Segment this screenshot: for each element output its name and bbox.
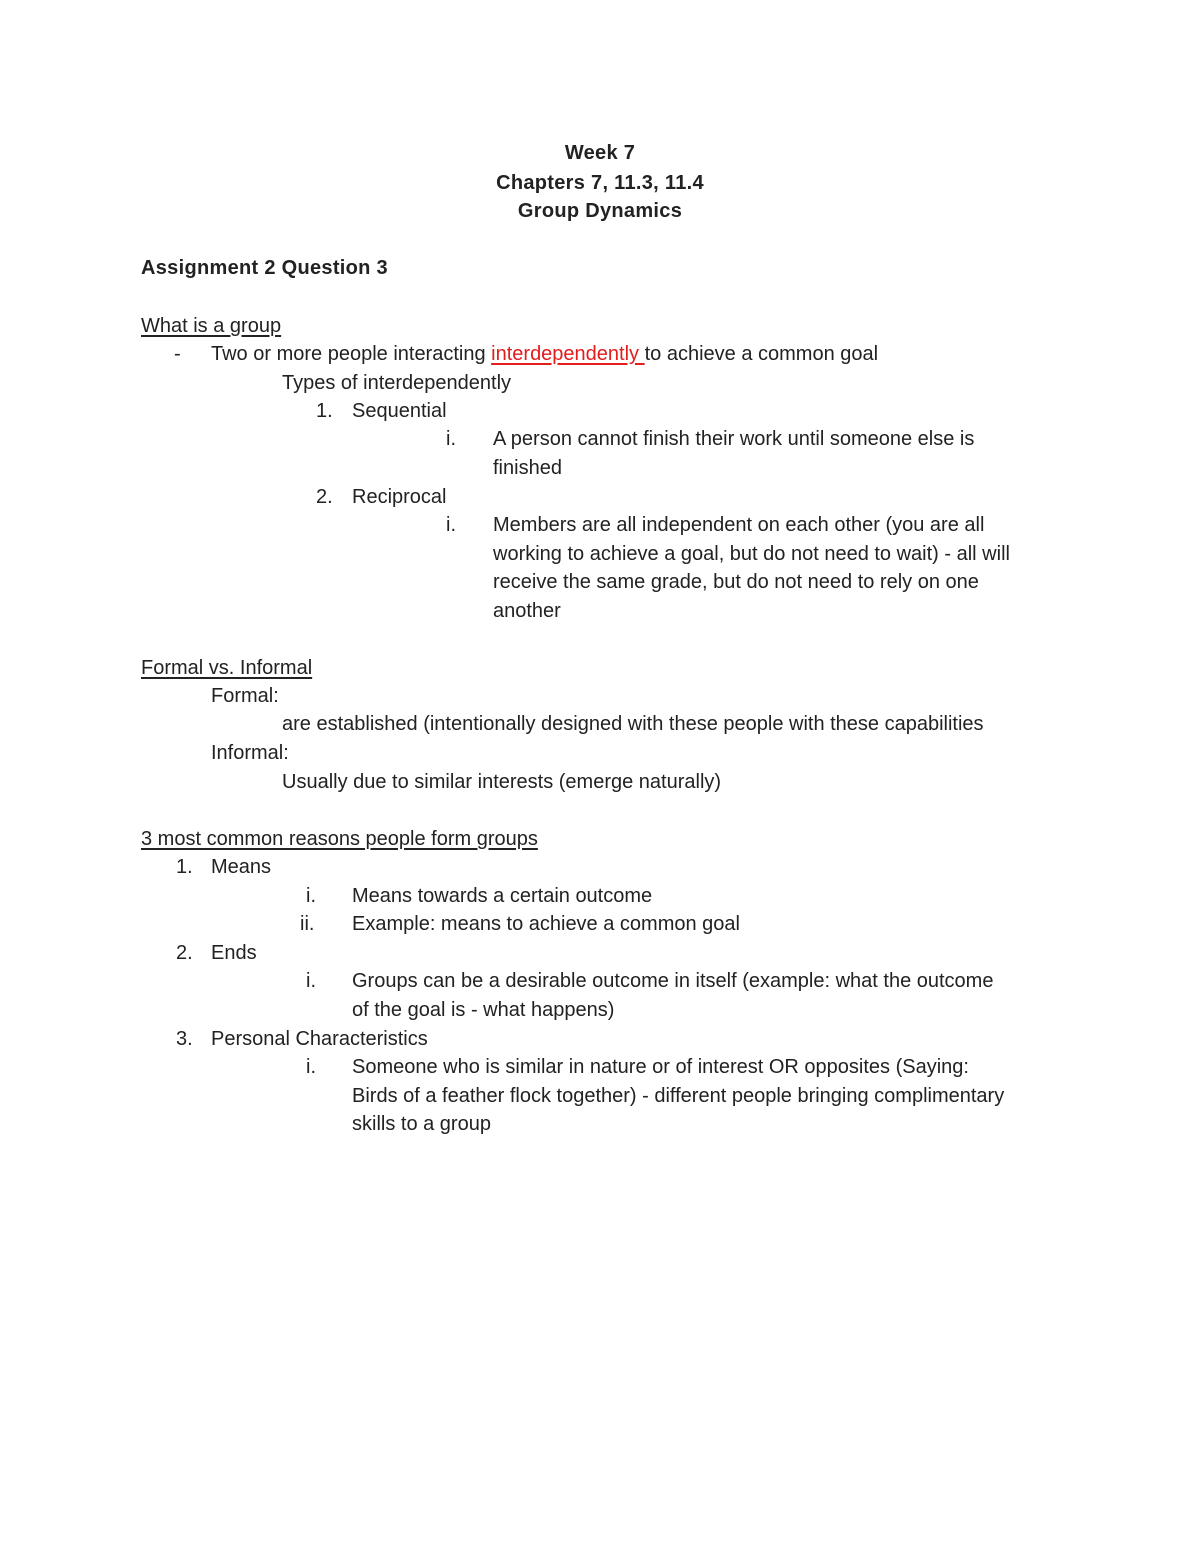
type-name-sequential: Sequential <box>352 400 447 422</box>
list-number: 2. <box>316 486 333 508</box>
list-item-text: Members are all independent on each other (you are all <box>493 514 985 536</box>
section-heading-what-is-a-group: What is a group <box>141 315 282 337</box>
list-item-text: Groups can be a desirable outcome in itself (example: what the outcome <box>352 970 994 992</box>
types-label: Types of interdependently <box>282 372 512 394</box>
list-item-text: Someone who is similar in nature or of interest OR opposites (Saying: <box>352 1056 969 1078</box>
list-marker: ii. <box>300 913 315 935</box>
doc-week-title: Week 7 <box>564 142 636 164</box>
list-marker: i. <box>446 514 456 536</box>
list-item-text: Means towards a certain outcome <box>352 885 653 907</box>
list-item-text: finished <box>493 457 562 479</box>
list-item-text: of the goal is - what happens) <box>352 999 615 1021</box>
assignment-heading: Assignment 2 Question 3 <box>141 257 388 279</box>
doc-chapters-title: Chapters 7, 11.3, 11.4 <box>496 172 704 194</box>
list-marker: i. <box>306 1056 316 1078</box>
definition-text-post: to achieve a common goal <box>644 343 879 365</box>
list-item-text: Birds of a feather flock together) - different people bringing complimentary <box>352 1085 1005 1107</box>
doc-topic-title: Group Dynamics <box>517 200 683 222</box>
list-number: 2. <box>176 942 193 964</box>
group-definition <box>211 340 878 368</box>
list-item-text: working to achieve a goal, but do not need to wait) - all will <box>493 543 1010 565</box>
list-number: 1. <box>176 856 193 878</box>
informal-text: Usually due to similar interests (emerge naturally) <box>282 771 722 793</box>
formal-label: Formal: <box>211 685 279 707</box>
reason-name-means: Means <box>211 856 272 878</box>
list-marker: i. <box>306 970 316 992</box>
list-number: 3. <box>176 1028 193 1050</box>
definition-text-pre: Two or more people interacting <box>211 343 492 365</box>
informal-label: Informal: <box>211 742 289 764</box>
list-marker: i. <box>306 885 316 907</box>
section-heading-formal-informal: Formal vs. Informal <box>141 657 313 679</box>
definition-highlight: interdependently <box>491 343 645 365</box>
list-item-text: receive the same grade, but do not need to rely on one <box>493 571 979 593</box>
dash-bullet: - <box>174 343 181 365</box>
type-name-reciprocal: Reciprocal <box>352 486 447 508</box>
reason-name-personal-characteristics: Personal Characteristics <box>211 1028 428 1050</box>
list-item-text: Example: means to achieve a common goal <box>352 913 740 935</box>
formal-text: are established (intentionally designed with these people with these capabilities <box>282 713 984 735</box>
list-marker: i. <box>446 428 456 450</box>
list-item-text: skills to a group <box>352 1113 491 1135</box>
list-number: 1. <box>316 400 333 422</box>
list-item-text: another <box>493 600 561 622</box>
section-heading-reasons: 3 most common reasons people form groups <box>141 828 538 850</box>
list-item-text: A person cannot finish their work until someone else is <box>493 428 975 450</box>
reason-name-ends: Ends <box>211 942 257 964</box>
